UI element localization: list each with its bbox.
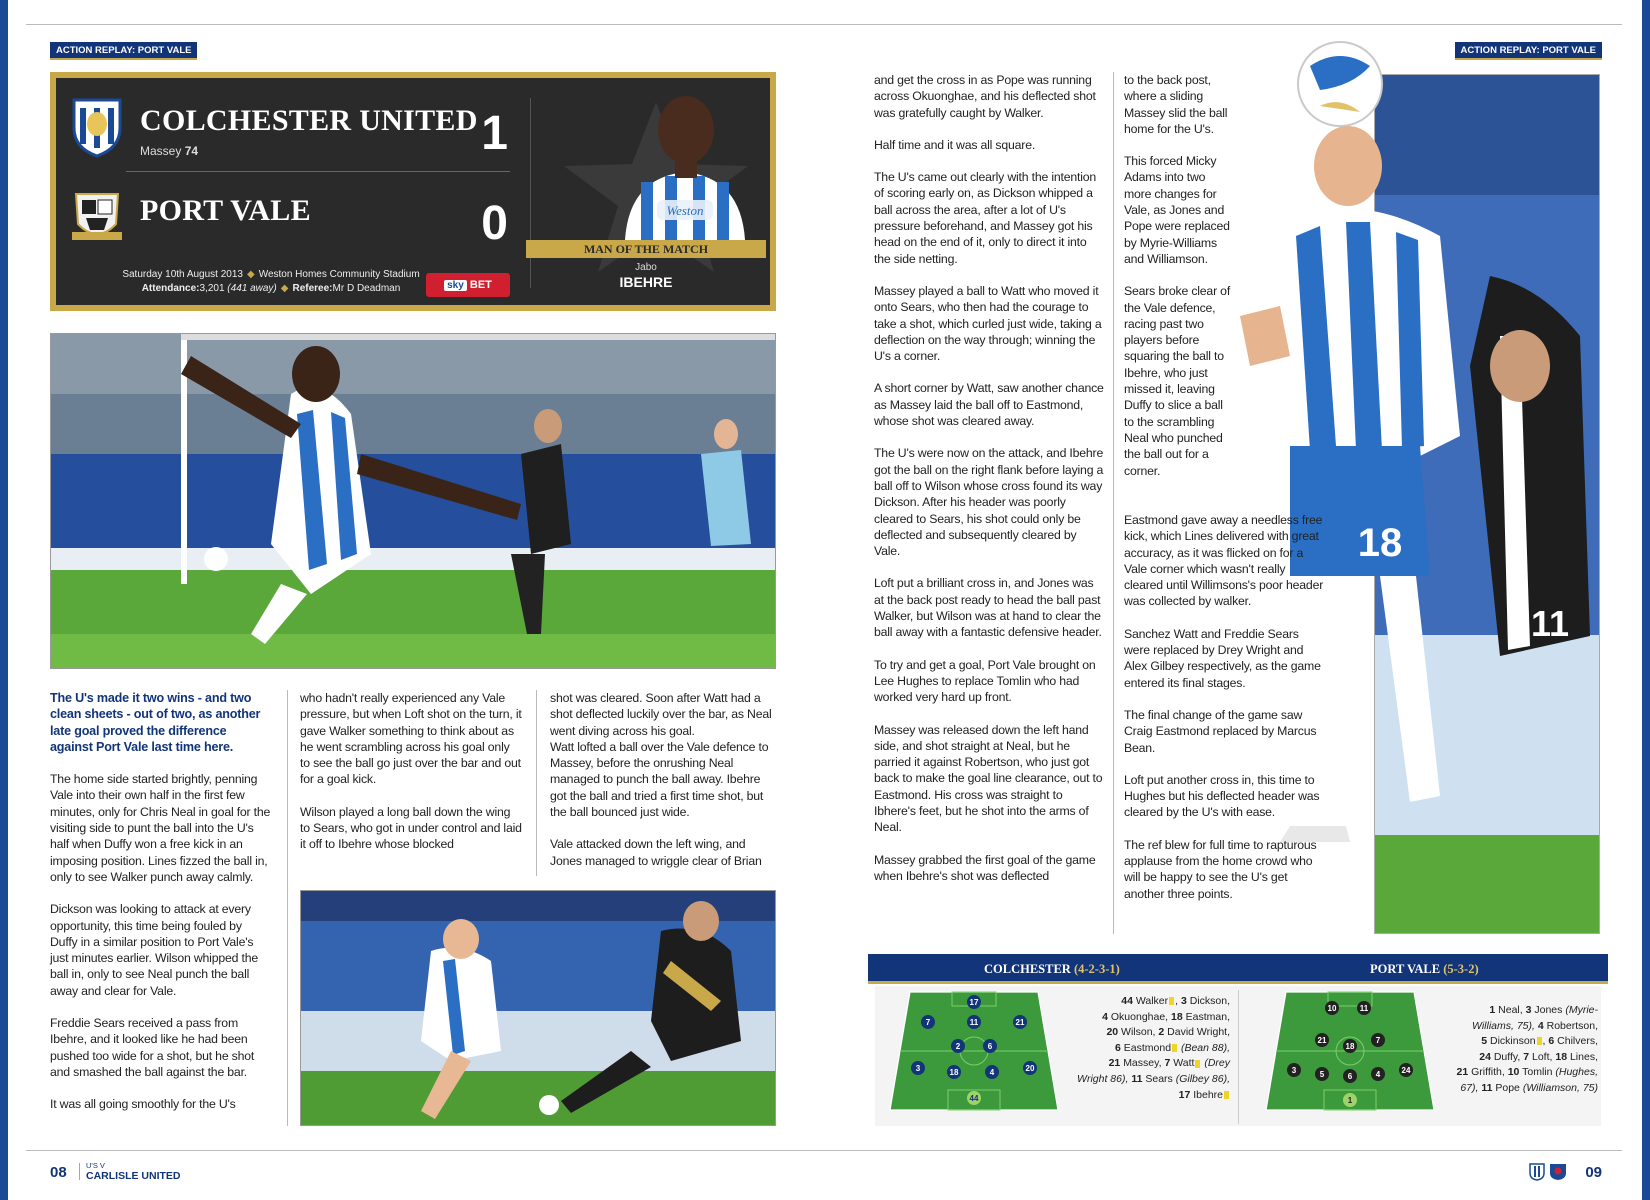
away-player-11: 11	[1359, 1004, 1369, 1013]
home-formation-team: COLCHESTER	[984, 962, 1071, 976]
col1-paragraph-1: The home side started brightly, penning Vale into their own half in the first few minutes, only for Chris Neal in goal for the visiting side to punt the ball into the U's half when Duffy won a free kick in an imposing position. Lines fizzed the ball in, only to see Walker punch away calmly.	[50, 772, 271, 884]
scoreboard	[50, 72, 776, 311]
away-lineup-line-4	[1438, 1050, 1598, 1066]
away-lineup-line-6	[1438, 1081, 1598, 1097]
away-lineup-line-1	[1438, 1003, 1598, 1019]
section-tag-right: ACTION REPLAY: PORT VALE	[1455, 42, 1602, 60]
squad-number: 21	[1108, 1057, 1121, 1070]
scorer-minute: 74	[184, 144, 199, 158]
motm-banner: MAN OF THE MATCH	[526, 240, 766, 258]
sponsor-bet: BET	[469, 279, 492, 291]
col5-paragraph-4: Eastmond gave away a needless free kick, which Lines delivered with great accuracy, as it was flicked on for a Vale corner which wasn't really cleared until Willimsons's poor header was collected by walker.	[1124, 513, 1324, 609]
article-column-1	[50, 690, 272, 1129]
substitution: (Myrie-	[1565, 1004, 1598, 1016]
player-name: Walker	[1135, 995, 1169, 1007]
squad-number: 2	[1158, 1026, 1165, 1039]
col4-paragraph-10: Massey grabbed the first goal of the game when Ibehre's shot was deflected	[874, 852, 1096, 883]
away-player-21: 21	[1317, 1036, 1327, 1045]
article-column-5-wide	[1124, 512, 1324, 918]
col4-paragraph-8: To try and get a goal, Port Vale brought on Lee Hughes to replace Tomlin who had worked very hard up front.	[874, 657, 1096, 705]
player-name: Dickson,	[1189, 995, 1230, 1007]
squad-number: 5	[1481, 1035, 1488, 1048]
player-name: Duffy,	[1493, 1050, 1521, 1063]
home-player-21: 21	[1015, 1018, 1025, 1027]
player-name: Lines,	[1569, 1050, 1598, 1063]
away-team-name: PORT VALE	[140, 194, 311, 227]
column-rule	[536, 690, 537, 876]
col5-paragraph-8: The ref blew for full time to rapturous applause from the home crowd who will be happy to see the U's get another three points.	[1124, 837, 1317, 901]
yellow-card-icon	[1172, 1044, 1177, 1052]
match-info	[96, 268, 446, 296]
club-crests-icon	[1528, 1163, 1568, 1181]
yellow-card-icon	[1224, 1091, 1229, 1099]
col2-paragraph-2: Wilson played a long ball down the wing to Sears, who got in under control and laid it off to Ibehre whose blocked	[300, 804, 522, 852]
home-lineup-line-2	[1066, 1010, 1230, 1026]
squad-number: 24	[1479, 1050, 1491, 1063]
col3-paragraph-2: Watt lofted a ball over the Vale defence to Massey, before the onrushing Neal managed to punch the ball away. Ibehre got the ball and tried a first time shot, but the ball bounced just wide.	[550, 739, 769, 820]
away-player-10: 10	[1327, 1004, 1337, 1013]
col4-paragraph-4: Massey played a ball to Watt who moved it onto Sears, who then had the courage to take a shot, which curled just wide, taking a deflection on the way through; winning the U's a corner.	[874, 283, 1102, 364]
squad-number: 18	[1171, 1010, 1183, 1023]
home-team-name: COLCHESTER UNITED	[140, 104, 478, 137]
home-pitch-diagram	[888, 990, 1060, 1112]
player-name: Pope	[1495, 1081, 1520, 1094]
squad-number: 7	[1164, 1057, 1171, 1070]
away-formation-title	[1370, 962, 1479, 977]
home-player-6: 6	[987, 1042, 993, 1051]
squad-number: 20	[1106, 1026, 1119, 1039]
col4-paragraph-1: and get the cross in as Pope was running across Okuonghae, and his deflected shot was gratefully caught by Walker.	[874, 73, 1096, 120]
scorer-name: Massey	[140, 144, 182, 158]
col5-paragraph-7: Loft put another cross in, this time to Hughes but his deflected header was cleared by the U's with ease.	[1124, 772, 1320, 820]
home-scorer	[140, 144, 198, 158]
match-attendance-ref	[96, 282, 446, 296]
squad-number: 4	[1537, 1019, 1544, 1032]
article-column-3	[550, 690, 776, 885]
home-lineup	[1066, 994, 1230, 1103]
top-rule	[26, 24, 1622, 25]
squad-number: 4	[1102, 1010, 1108, 1023]
squad-number: 3	[1180, 995, 1187, 1007]
away-pitch-diagram	[1264, 990, 1436, 1112]
player-name: Griffith,	[1471, 1066, 1505, 1079]
footer-opponent: CARLISLE UNITED	[86, 1170, 181, 1182]
away-player-1: 1	[1347, 1096, 1353, 1105]
home-lineup-line-1: 44 Walker , 3 Dickson,	[1121, 995, 1230, 1007]
away-formation-shape: (5-3-2)	[1443, 962, 1479, 976]
section-tag-left: ACTION REPLAY: PORT VALE	[50, 42, 197, 60]
away-player-18: 18	[1345, 1042, 1355, 1051]
info-dot-icon: ◆	[246, 269, 255, 280]
motm-first-name: Jabo	[635, 262, 657, 273]
home-player-3: 3	[915, 1064, 921, 1073]
home-player-18: 18	[949, 1068, 959, 1077]
substitution: (Drey	[1204, 1057, 1230, 1070]
yellow-card-icon	[1195, 1060, 1200, 1068]
player-name: Ibehre	[1193, 1088, 1223, 1101]
home-lineup-line-3	[1066, 1025, 1230, 1041]
info-dot-icon: ◆	[280, 283, 289, 294]
bottom-rule	[26, 1150, 1622, 1151]
home-lineup-line-6	[1066, 1072, 1230, 1088]
home-score: 1	[481, 107, 508, 160]
player-name: Eastmond	[1123, 1041, 1172, 1054]
article-column-4	[874, 72, 1104, 900]
col2-paragraph-1: who hadn't really experienced any Vale pressure, but when Loft shot on the turn, it gave Walker something to think about as he went scrambling across his goal only to see the ball go just over the bar and out for a goal kick.	[300, 691, 522, 787]
player-name: Neal,	[1498, 1004, 1523, 1016]
shirt-sponsor-text: Weston	[666, 203, 704, 218]
squad-number: 6	[1548, 1035, 1555, 1048]
home-team-row	[68, 94, 508, 164]
sponsor-sky: sky	[444, 280, 467, 291]
away-player-24: 24	[1401, 1066, 1411, 1075]
home-lineup-line-7	[1066, 1088, 1230, 1104]
substitution: Wright 86),	[1077, 1072, 1129, 1085]
col1-paragraph-2: Dickson was looking to attack at every opportunity, this time being fouled by Duffy in a similar position to Port Vale's just minutes earlier. Wilson whipped the ball in, only to see Neal punch the ball away and clear for Vale.	[50, 902, 258, 998]
away-player-7: 7	[1375, 1036, 1381, 1045]
squad-number: 1	[1489, 1004, 1496, 1016]
standfirst: The U's made it two wins - and two clean sheets - out of two, as another late goal proved the difference against Port Vale last time here.	[50, 691, 261, 754]
home-player-44: 44	[969, 1094, 979, 1103]
colchester-crest-icon	[68, 94, 126, 158]
col4-paragraph-6: The U's were now on the attack, and Ibehre got the ball on the right flank before laying a ball off to Wilson whose cross found its way Dickson. After his header was poorly cleared to Sears, his shot could only be deflected and subsequently cleared by Vale.	[874, 446, 1104, 559]
away-lineup-line-3: 5 Dickinson , 6 Chilvers,	[1481, 1035, 1598, 1048]
substitution: (Gilbey 86),	[1175, 1072, 1230, 1085]
scoreboard-divider	[530, 98, 531, 288]
col5-paragraph-1: to the back post, where a sliding Massey slid the ball home for the U's.	[1124, 73, 1228, 136]
substitution: Williams, 75),	[1472, 1019, 1535, 1032]
away-lineup-line-5	[1438, 1065, 1598, 1081]
yellow-card-icon	[1537, 1037, 1542, 1045]
svg-text:11: 11	[1530, 603, 1570, 644]
challenge-photo-art	[301, 891, 776, 1126]
port-vale-crest-icon	[68, 184, 126, 248]
player-name: Wilson,	[1121, 1026, 1156, 1039]
match-venue: Weston Homes Community Stadium	[258, 269, 420, 280]
substitution: 67),	[1460, 1081, 1479, 1094]
home-player-11: 11	[969, 1018, 979, 1027]
article-column-5-narrow	[1124, 72, 1232, 495]
away-player-3: 3	[1291, 1066, 1297, 1075]
home-lineup-line-5	[1066, 1056, 1230, 1072]
match-date: Saturday 10th August 2013	[122, 269, 243, 280]
page-number-left: 08	[50, 1164, 67, 1181]
col1-paragraph-3: Freddie Sears received a pass from Ibehre, and it looked like he had been pushed too wide for a shot, but he shot and smashed the ball against the bar.	[50, 1016, 255, 1079]
player-name: Chilvers,	[1557, 1035, 1598, 1048]
col5-paragraph-5: Sanchez Watt and Freddie Sears were replaced by Drey Wright and Alex Gilbey respectively, as the game entered its final stages.	[1124, 626, 1321, 690]
col5-paragraph-3: Sears broke clear of the Vale defence, racing past two players before squaring the ball to Ibehre, who just missed it, leaving Duffy to slice a ball to the scrambling Neal who punched the ball out for a corner.	[1124, 284, 1231, 478]
squad-number: 44	[1121, 995, 1133, 1007]
formations-header	[868, 954, 1608, 984]
celebration-photo	[50, 333, 776, 669]
squad-number: 6	[1115, 1041, 1121, 1054]
page-number-right: 09	[1585, 1164, 1602, 1181]
col4-paragraph-2: Half time and it was all square.	[874, 137, 1036, 152]
home-player-4: 4	[989, 1068, 995, 1077]
player-name: Jones	[1534, 1004, 1563, 1016]
away-lineup-line-2	[1438, 1019, 1598, 1035]
squad-number: 7	[1523, 1050, 1530, 1063]
player-name: Robertson,	[1546, 1019, 1598, 1032]
substitution: (Hughes,	[1555, 1066, 1598, 1079]
squad-number: 3	[1525, 1004, 1532, 1016]
challenge-photo	[300, 890, 776, 1126]
home-lineup-line-4	[1066, 1041, 1230, 1057]
player-name: Sears	[1145, 1072, 1173, 1085]
footer-separator	[79, 1163, 80, 1180]
left-edge-bar	[0, 0, 8, 1200]
attendance-label: Attendance:	[141, 283, 200, 294]
col4-paragraph-5: A short corner by Watt, saw another chance as Massey laid the ball off to Eastmond, whose shot was cleared away.	[874, 381, 1104, 429]
col4-paragraph-9: Massey was released down the left hand side, and shot straight at Neal, but he parried it against Robertson, who just got back to make the goal line clearance, out to Eastmond. His cross was straight to Ibhere's feet, but he shot into the arms of Neal.	[874, 722, 1103, 835]
squad-number: 17	[1178, 1088, 1191, 1101]
player-name: Eastman,	[1185, 1010, 1230, 1023]
player-name: Watt	[1173, 1057, 1195, 1070]
substitution: (Bean 88),	[1180, 1041, 1230, 1054]
match-date-venue	[96, 268, 446, 282]
column-rule	[1113, 72, 1114, 934]
col1-paragraph-4: It was all going smoothly for the U's	[50, 1097, 236, 1112]
svg-text:18: 18	[1357, 521, 1403, 565]
away-player-4: 4	[1375, 1070, 1381, 1079]
away-player-5: 5	[1319, 1070, 1325, 1079]
motm-last-name: IBEHRE	[619, 274, 673, 290]
referee-value: Mr D Deadman	[332, 283, 401, 294]
attendance-value: 3,201	[199, 283, 225, 294]
motm-player-photo	[595, 60, 775, 240]
col4-paragraph-3: The U's came out clearly with the intention of scoring early on, as Dickson whipped a ball across the area, after a lot of U's pressure beforehand, and Massey got his head on the end of it, only to direct it into the side netting.	[874, 170, 1097, 266]
col5-paragraph-6: The final change of the game saw Craig Eastmond replaced by Marcus Bean.	[1124, 707, 1317, 755]
substitution: (Williamson, 75)	[1522, 1081, 1598, 1094]
squad-number: 18	[1555, 1050, 1568, 1063]
away-score: 0	[481, 197, 508, 250]
squad-number: 21	[1456, 1066, 1469, 1079]
squad-number: 11	[1131, 1072, 1143, 1085]
away-player-6: 6	[1347, 1072, 1353, 1081]
squad-number: 11	[1481, 1081, 1493, 1094]
article-column-2	[300, 690, 522, 869]
home-player-2: 2	[955, 1042, 961, 1051]
player-name: Tomlin	[1522, 1066, 1553, 1079]
yellow-card-icon	[1169, 997, 1174, 1005]
home-player-17: 17	[969, 998, 979, 1007]
referee-label: Referee:	[292, 283, 333, 294]
player-name: Massey,	[1123, 1057, 1162, 1070]
formations-divider	[1238, 990, 1239, 1124]
team-separator	[126, 171, 510, 172]
celebration-photo-art	[51, 334, 776, 669]
squad-number: 10	[1507, 1066, 1520, 1079]
player-name: Loft,	[1532, 1050, 1553, 1063]
column-rule	[287, 690, 288, 1126]
away-lineup	[1438, 1003, 1598, 1097]
away-formation-team: PORT VALE	[1370, 962, 1441, 976]
footer-subtitle: U'S V	[86, 1161, 105, 1170]
home-player-20: 20	[1025, 1064, 1035, 1073]
col3-paragraph-3: Vale attacked down the left wing, and Jones managed to wriggle clear of Brian	[550, 837, 762, 868]
col5-paragraph-2: This forced Micky Adams into two more changes for Vale, as Jones and Pope were replaced by Myrie-Williams and Williamson.	[1124, 154, 1230, 266]
player-name: David Wright,	[1167, 1026, 1230, 1039]
sponsor-logo	[426, 273, 510, 297]
home-formation-title	[984, 962, 1120, 977]
home-player-7: 7	[925, 1018, 931, 1027]
col3-paragraph-1: shot was cleared. Soon after Watt had a shot deflected luckily over the bar, as Neal went diving across his goal.	[550, 691, 772, 738]
away-fans: (441 away)	[227, 283, 277, 294]
col4-paragraph-7: Loft put a brilliant cross in, and Jones was at the back post ready to head the ball past Walker, but Wilson was at hand to clear the ball away with a fantastic defensive header.	[874, 576, 1102, 640]
away-team-row	[68, 184, 508, 254]
player-name: Okuonghae,	[1110, 1010, 1169, 1023]
player-name: Dickinson	[1490, 1035, 1536, 1048]
home-formation-shape: (4-2-3-1)	[1073, 962, 1120, 976]
right-edge-bar	[1642, 0, 1650, 1200]
